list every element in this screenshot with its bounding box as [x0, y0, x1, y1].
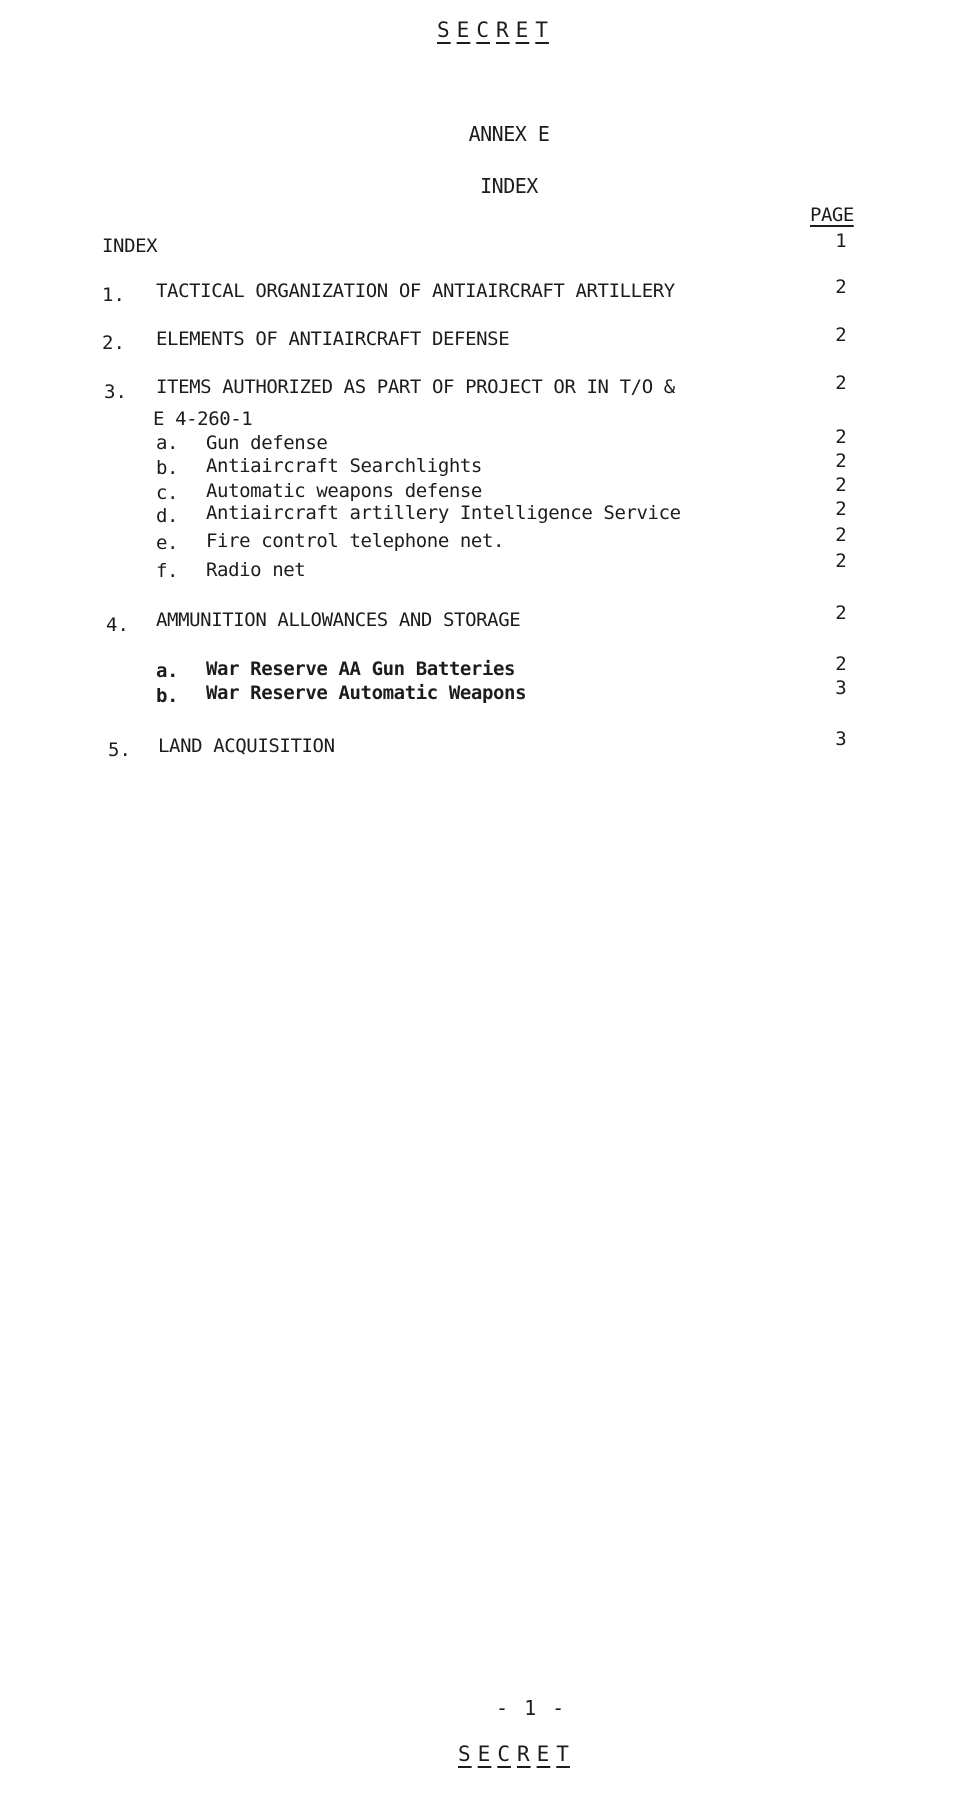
- page-column-header: PAGE: [810, 204, 854, 226]
- section-title-line1: ITEMS AUTHORIZED AS PART OF PROJECT OR IN T/O &: [156, 376, 675, 398]
- index-title: INDEX: [480, 174, 538, 198]
- annex-title: ANNEX E: [468, 122, 550, 146]
- subitem-label: Antiaircraft Searchlights: [206, 455, 482, 477]
- subitem-letter: b.: [156, 457, 179, 479]
- section-number: 5.: [108, 739, 131, 761]
- section-title: AMMUNITION ALLOWANCES AND STORAGE: [156, 609, 521, 631]
- section-page: 2: [835, 324, 847, 346]
- section-page: 3: [835, 728, 847, 750]
- section-title: TACTICAL ORGANIZATION OF ANTIAIRCRAFT ARTILLERY: [156, 280, 675, 302]
- subitem-letter: c.: [156, 482, 179, 504]
- section-page: 2: [835, 276, 847, 298]
- subitem-label: Automatic weapons defense: [206, 480, 482, 502]
- subitem-page: 2: [835, 653, 847, 675]
- section-number: 1.: [102, 284, 125, 306]
- subitem-label: Fire control telephone net.: [206, 530, 505, 552]
- subitem-page: 2: [835, 550, 847, 572]
- section-title-line2: E 4-260-1: [153, 408, 253, 430]
- subitem-label: War Reserve Automatic Weapons: [206, 682, 527, 704]
- subitem-letter: e.: [156, 532, 179, 554]
- section-title: LAND ACQUISITION: [158, 735, 335, 757]
- subitem-label: Radio net: [206, 559, 306, 581]
- subitem-page: 2: [835, 524, 847, 546]
- subitem-page: 2: [835, 426, 847, 448]
- top-classification-marking: S E C R E T: [437, 18, 549, 42]
- section-number: 3.: [104, 381, 127, 403]
- index-entry-page: 1: [835, 230, 847, 252]
- section-number: 2.: [102, 332, 125, 354]
- subitem-label: War Reserve AA Gun Batteries: [206, 658, 516, 680]
- subitem-page: 2: [835, 474, 847, 496]
- subitem-letter: b.: [156, 685, 179, 707]
- section-page: 2: [835, 372, 847, 394]
- subitem-label: Antiaircraft artillery Intelligence Service: [206, 502, 681, 524]
- subitem-letter: f.: [156, 560, 179, 582]
- bottom-classification-marking: S E C R E T: [458, 1742, 570, 1766]
- footer-page-number: - 1 -: [496, 1696, 567, 1720]
- subitem-letter: a.: [156, 432, 179, 454]
- subitem-page: 3: [835, 677, 847, 699]
- subitem-page: 2: [835, 498, 847, 520]
- section-page: 2: [835, 602, 847, 624]
- section-number: 4.: [106, 614, 129, 636]
- index-entry-label: INDEX: [102, 235, 158, 257]
- subitem-label: Gun defense: [206, 432, 328, 454]
- subitem-letter: a.: [156, 660, 179, 682]
- subitem-letter: d.: [156, 505, 179, 527]
- subitem-page: 2: [835, 450, 847, 472]
- section-title: ELEMENTS OF ANTIAIRCRAFT DEFENSE: [156, 328, 510, 350]
